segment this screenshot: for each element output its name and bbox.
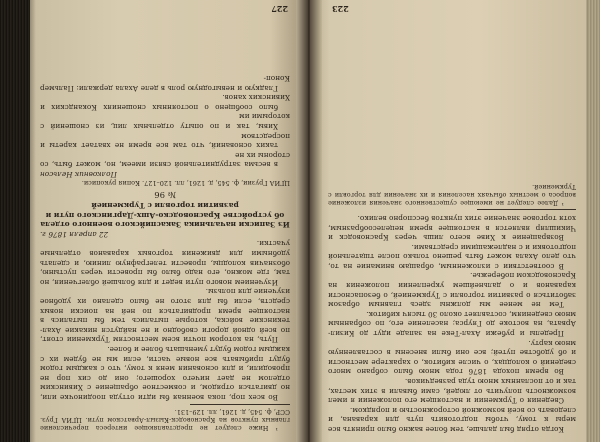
left-page-content [30,0,300,442]
left-page [30,0,300,442]
right-page [318,0,586,442]
left-paragraph: Гладкую и невыгодную роль в деле Ахала держали: Пальмер Коноп- [40,74,290,93]
left-text-block [40,73,290,432]
right-footnote: ¹ Далее следует не имеющее существенного значения изложение вопроса о местных обычаях населения и их значении для торговли с Туркменией. [328,183,576,208]
right-text-block [328,183,576,434]
footnote-rule [477,209,576,210]
document-number: № 96 [154,189,176,200]
left-footnote: ¹ Ниже следует не представляющее интереса перечисление главных пунктов на Красноводск-Кызыл-Арватском пути. ЦГИА Груз. ССР, ф. 545, д. 1261, лл. 129–131. [40,408,290,432]
right-paragraph: Во время похода 1876 года мною было собрано много сведений о колодцах, о числе кибиток, о характере местности и об удобстве путей; все они были внесены в составленную мною карту. [328,338,576,377]
left-paragraph: Хивы, так и по опыту отдельных лиц, из сношений с которыми им [40,112,290,131]
right-paragraph: Тем не менее мы должны здесь главным образом заботиться о развитии торговли с Туркменией, о безопасности караванов и о дальнейшем укреплении положения на Красноводском побережье. [328,271,576,310]
footnote-rule [190,404,290,405]
document-date: 22 апреля 1876 г. [40,229,109,239]
right-paragraph: Сведения о Туркмении и настоящем его положении я имел возможность получить от людей, сами бывали в этих местах, так и от посланных мною туда разведчиков. [328,377,576,406]
right-page-content [318,0,586,442]
right-paragraph: В соответствии с изложенным, обращаю внимание на то, что дело Ахала может быть решено только после тщательной подготовки и с надлежащими средствами. [328,242,576,271]
right-paragraph: Пределы и рубежи Ахал-Теке на западе идут до Кизил-Арвата, на востоке до Гяурса; население его, по собранным мною сведениям, составляет около 30 тысяч кибиток. [328,309,576,339]
right-paragraph: Когда отряд был дальше, тем более важно было принять все меры к тому, чтобы подготовить путь для каравана, и следовать со всей возможной осторожностью и порядком. [328,405,576,434]
book-edge-right [586,0,600,442]
right-page-number: 223 [332,4,349,14]
left-page-number: 227 [271,4,288,14]
document-title: Из Записки начальника Закаспийского военного отдела об устройстве Красноводско-Ашх-Даргинского пути и развитии торговли с Туркменией [40,201,290,230]
right-paragraph: Возвращение к Хиве всего лишь через Красноводск и Чикишляр является в настоящее время нецелесообразным, хотя торговое значение этих пунктов бесспорно велико. [328,213,576,243]
archive-reference: ЦГИА Грузии, ф. 545, д. 1261, лл. 120–127. Копия рукописи. [81,178,290,187]
left-paragraph: таких оснований, что там все время не хватает кареты и посредством [40,131,290,151]
left-paragraph: Изучением нового пути ведет и для большей облегчения, но там, где можно, его надо было бы провести через пустыню, обозначив колодцы, провести телеграфную линию, и сделать удобными для движения торговых караванов отдельные участки. [40,239,290,287]
signature: Полковник Нельсон [40,169,117,179]
left-paragraph: Во всех пор, пока военная бы идти оттуда поодиночке или, но двигаться отрядом, и совместное обращение с Хивинским отделом не дает ничего хорошего; они до сих пор не проводили, и для основания меня к тому, что с каждым годом будут прибывать все новые части, если мы не будем их с каждым годом будут уменьшать более и более. [40,345,290,402]
left-paragraph: Путь, на котором почти всем местностям Туркмении стоят, по всей одной дороги свободно и не найдутся никакие Ахал-текинские войска, которые пытались тем бы пытались в настоящее время продвигаться по ней на поиски новых средств, если бы для этого не было сделано их удобное изучение для пользы. [40,287,290,345]
book-edge-left [0,0,30,442]
left-paragraph: в весьма затруднительной связи имеем, но, может быть, со стороны их не [40,150,290,170]
left-paragraph: было сообщено о постоянных сношениях Кокандских и Хивинских ханов. [40,93,290,112]
